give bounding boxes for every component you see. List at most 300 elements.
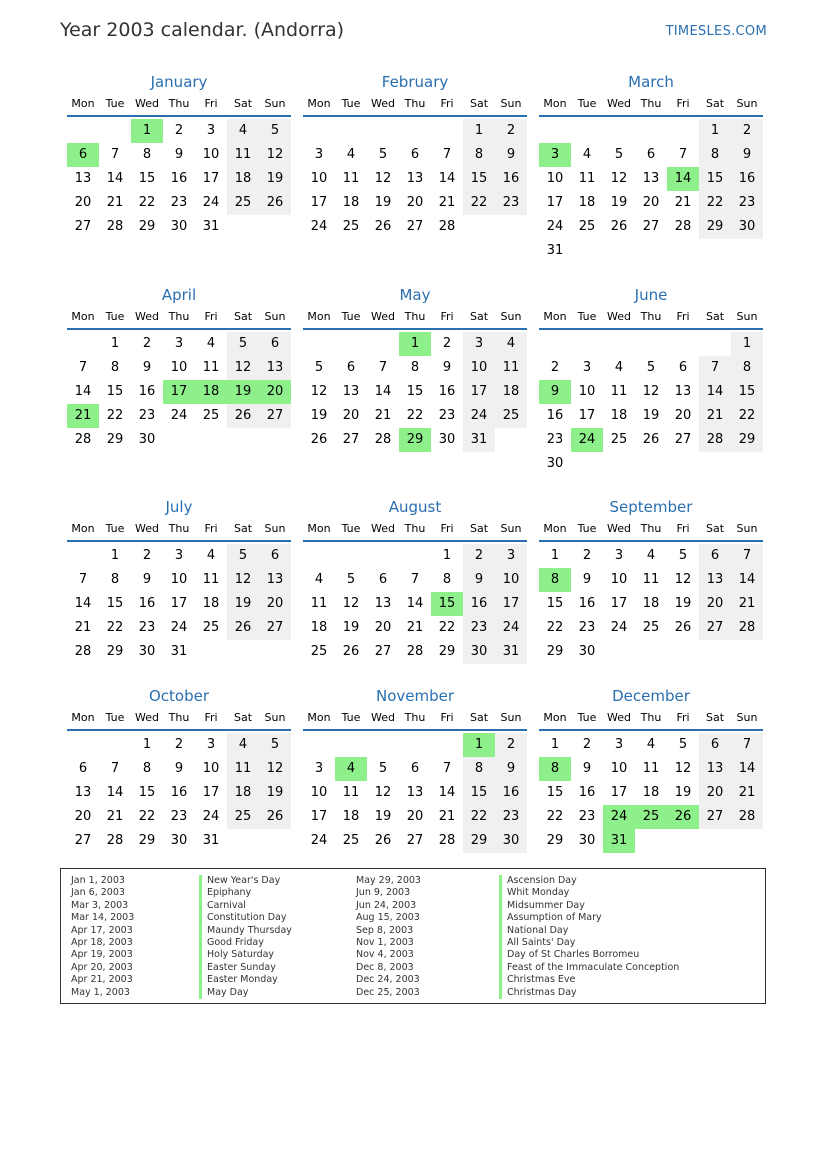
month-december — [539, 685, 763, 853]
holiday-day-cell: 1 — [463, 733, 495, 757]
empty-cell — [399, 733, 431, 757]
weekday-label: Thu — [168, 310, 190, 323]
day-cell: 25 — [578, 219, 596, 234]
day-cell: 18 — [342, 809, 360, 824]
day-cell: 18 — [342, 195, 360, 210]
day-cell: 21 — [731, 592, 763, 616]
day-cell: 30 — [578, 833, 596, 848]
day-cell: 18 — [642, 596, 660, 611]
weekday-label: Tue — [577, 522, 597, 535]
day-cell: 9 — [174, 761, 184, 776]
weekday-label: Sun — [736, 97, 758, 110]
day-cell: 15 — [546, 596, 564, 611]
weekday-label: Wed — [135, 711, 159, 724]
day-cell: 1 — [731, 332, 763, 356]
month-november — [303, 685, 527, 853]
weekday-header — [303, 518, 527, 542]
day-cell: 24 — [202, 195, 220, 210]
day-cell: 19 — [642, 408, 660, 423]
day-cell: 8 — [463, 143, 495, 167]
day-cell: 2 — [550, 360, 560, 375]
day-cell: 17 — [610, 596, 628, 611]
day-cell: 17 — [310, 809, 328, 824]
day-cell: 5 — [646, 360, 656, 375]
day-cell: 14 — [699, 380, 731, 404]
day-cell: 25 — [227, 805, 259, 829]
day-cell: 18 — [202, 596, 220, 611]
empty-cell — [367, 119, 399, 143]
weekday-label: Sat — [705, 310, 725, 323]
day-cell: 1 — [110, 548, 120, 563]
day-cell: 30 — [731, 215, 763, 239]
day-cell: 21 — [406, 620, 424, 635]
day-cell: 21 — [674, 195, 692, 210]
weekday-label: Tue — [105, 97, 125, 110]
holiday-date: Dec 24, 2003 — [356, 974, 420, 986]
holiday-day-cell: 24 — [603, 805, 635, 829]
holiday-date: Apr 18, 2003 — [71, 936, 133, 948]
holiday-date: Jan 1, 2003 — [71, 875, 125, 886]
day-cell: 29 — [138, 833, 156, 848]
weekday-label: Fri — [676, 97, 690, 110]
day-cell: 14 — [406, 596, 424, 611]
holiday-date: Jun 24, 2003 — [356, 899, 417, 911]
day-cell: 26 — [374, 833, 392, 848]
weekday-label: Wed — [607, 711, 631, 724]
weekday-header — [67, 93, 291, 117]
day-cell: 2 — [442, 336, 452, 351]
weekday-label: Thu — [404, 97, 426, 110]
day-cell: 25 — [642, 620, 660, 635]
weekday-label: Wed — [135, 522, 159, 535]
day-cell: 10 — [463, 356, 495, 380]
weekday-label: Sat — [705, 97, 725, 110]
weekday-label: Fri — [440, 711, 454, 724]
weekday-label: Mon — [71, 522, 95, 535]
day-cell: 12 — [259, 757, 291, 781]
day-cell: 9 — [731, 143, 763, 167]
month-may — [303, 284, 527, 452]
day-cell: 1 — [442, 548, 452, 563]
day-cell: 30 — [138, 644, 156, 659]
day-cell: 18 — [310, 620, 328, 635]
day-cell: 7 — [442, 147, 452, 162]
empty-cell — [635, 332, 667, 356]
weekday-label: Sat — [233, 97, 253, 110]
day-cell: 5 — [346, 572, 356, 587]
day-cell: 18 — [610, 408, 628, 423]
holiday-day-cell: 9 — [539, 380, 571, 404]
day-cell: 14 — [438, 171, 456, 186]
day-cell: 14 — [731, 568, 763, 592]
day-cell: 20 — [374, 620, 392, 635]
day-cell: 28 — [731, 805, 763, 829]
day-cell: 5 — [378, 147, 388, 162]
weekday-label: Thu — [640, 310, 662, 323]
empty-cell — [335, 544, 367, 568]
day-cell: 26 — [310, 432, 328, 447]
day-cell: 6 — [78, 761, 88, 776]
brand-logo-text[interactable]: TIMESLES.COM — [665, 24, 767, 39]
day-cell: 16 — [495, 781, 527, 805]
day-cell: 17 — [310, 195, 328, 210]
day-cell: 26 — [227, 404, 259, 428]
weekday-header — [539, 518, 763, 542]
day-cell: 11 — [202, 572, 220, 587]
day-cell: 12 — [674, 761, 692, 776]
day-cell: 24 — [202, 809, 220, 824]
day-cell: 10 — [546, 171, 564, 186]
empty-cell — [667, 119, 699, 143]
day-cell: 16 — [170, 171, 188, 186]
day-cell: 22 — [106, 620, 124, 635]
day-cell: 12 — [642, 384, 660, 399]
day-cell: 14 — [74, 384, 92, 399]
weekday-label: Wed — [371, 97, 395, 110]
day-cell: 31 — [202, 219, 220, 234]
day-cell: 3 — [614, 737, 624, 752]
month-september — [539, 496, 763, 664]
weekday-header — [303, 93, 527, 117]
day-cell: 29 — [106, 432, 124, 447]
day-cell: 14 — [106, 171, 124, 186]
weekday-label: Sat — [233, 310, 253, 323]
day-cell: 16 — [170, 785, 188, 800]
day-cell: 10 — [578, 384, 596, 399]
day-cell: 29 — [106, 644, 124, 659]
day-cell: 4 — [227, 733, 259, 757]
day-cell: 16 — [546, 408, 564, 423]
day-cell: 20 — [699, 592, 731, 616]
empty-cell — [99, 733, 131, 757]
month-october — [67, 685, 291, 853]
holiday-name: All Saints' Day — [499, 937, 679, 949]
day-grid — [539, 117, 763, 263]
day-cell: 22 — [106, 408, 124, 423]
day-cell: 12 — [674, 572, 692, 587]
day-cell: 10 — [610, 572, 628, 587]
day-cell: 8 — [142, 147, 152, 162]
holiday-day-cell: 21 — [67, 404, 99, 428]
day-cell: 27 — [642, 219, 660, 234]
weekday-label: Sun — [264, 522, 286, 535]
day-cell: 28 — [106, 219, 124, 234]
holiday-name: Whit Monday — [499, 887, 679, 899]
day-cell: 10 — [310, 785, 328, 800]
day-cell: 15 — [699, 167, 731, 191]
weekday-label: Fri — [440, 522, 454, 535]
day-cell: 4 — [314, 572, 324, 587]
day-cell: 7 — [699, 356, 731, 380]
holiday-date: Dec 25, 2003 — [356, 986, 420, 998]
day-cell: 28 — [374, 432, 392, 447]
empty-cell — [699, 332, 731, 356]
day-cell: 2 — [495, 119, 527, 143]
day-cell: 10 — [202, 761, 220, 776]
weekday-label: Sat — [469, 310, 489, 323]
day-cell: 5 — [259, 119, 291, 143]
day-cell: 25 — [310, 644, 328, 659]
day-cell: 26 — [610, 219, 628, 234]
empty-cell — [399, 119, 431, 143]
day-cell: 7 — [378, 360, 388, 375]
weekday-label: Sun — [264, 97, 286, 110]
weekday-label: Thu — [168, 97, 190, 110]
day-cell: 13 — [74, 785, 92, 800]
day-cell: 8 — [442, 572, 452, 587]
day-cell: 21 — [374, 408, 392, 423]
day-cell: 20 — [74, 195, 92, 210]
holiday-day-cell: 4 — [335, 757, 367, 781]
day-cell: 7 — [110, 147, 120, 162]
day-cell: 24 — [495, 616, 527, 640]
day-cell: 3 — [174, 336, 184, 351]
holiday-date: Jun 9, 2003 — [356, 887, 411, 899]
day-cell: 11 — [495, 356, 527, 380]
day-cell: 4 — [646, 737, 656, 752]
day-cell: 28 — [438, 219, 456, 234]
day-cell: 25 — [610, 432, 628, 447]
day-cell: 19 — [259, 781, 291, 805]
day-cell: 24 — [463, 404, 495, 428]
day-cell: 20 — [674, 408, 692, 423]
day-cell: 26 — [342, 644, 360, 659]
day-cell: 21 — [438, 809, 456, 824]
day-cell: 10 — [170, 572, 188, 587]
weekday-label: Fri — [676, 711, 690, 724]
month-february — [303, 71, 527, 239]
empty-cell — [335, 332, 367, 356]
day-cell: 13 — [259, 356, 291, 380]
month-name: January — [150, 73, 208, 91]
day-cell: 19 — [674, 785, 692, 800]
day-cell: 2 — [463, 544, 495, 568]
day-cell: 9 — [442, 360, 452, 375]
day-cell: 24 — [170, 620, 188, 635]
day-cell: 8 — [699, 143, 731, 167]
holiday-day-cell: 29 — [399, 428, 431, 452]
day-cell: 31 — [546, 243, 564, 258]
holiday-date: Mar 14, 2003 — [71, 912, 135, 924]
holiday-name: Good Friday — [199, 937, 292, 949]
day-cell: 26 — [642, 432, 660, 447]
weekday-label: Wed — [607, 97, 631, 110]
day-cell: 29 — [138, 219, 156, 234]
day-cell: 2 — [731, 119, 763, 143]
day-cell: 22 — [546, 620, 564, 635]
holiday-date: May 1, 2003 — [71, 986, 130, 998]
holiday-name: Easter Monday — [199, 974, 292, 986]
weekday-label: Sat — [705, 711, 725, 724]
holiday-name: National Day — [499, 925, 679, 937]
day-cell: 26 — [259, 191, 291, 215]
day-cell: 1 — [550, 737, 560, 752]
weekday-label: Fri — [204, 711, 218, 724]
empty-cell — [303, 733, 335, 757]
weekday-label: Mon — [307, 97, 331, 110]
weekday-label: Thu — [404, 522, 426, 535]
day-cell: 25 — [495, 404, 527, 428]
day-cell: 6 — [678, 360, 688, 375]
day-cell: 18 — [578, 195, 596, 210]
empty-cell — [571, 332, 603, 356]
day-cell: 21 — [699, 404, 731, 428]
weekday-label: Sun — [500, 711, 522, 724]
holiday-date: Dec 8, 2003 — [356, 961, 414, 973]
holiday-date: Apr 17, 2003 — [71, 924, 133, 936]
day-cell: 15 — [731, 380, 763, 404]
day-cell: 25 — [202, 620, 220, 635]
day-cell: 20 — [642, 195, 660, 210]
day-cell: 29 — [546, 833, 564, 848]
day-cell: 13 — [259, 568, 291, 592]
day-cell: 15 — [463, 781, 495, 805]
day-cell: 2 — [174, 737, 184, 752]
day-cell: 28 — [74, 432, 92, 447]
day-cell: 9 — [142, 360, 152, 375]
day-cell: 10 — [202, 147, 220, 162]
day-cell: 7 — [442, 761, 452, 776]
day-cell: 20 — [74, 809, 92, 824]
weekday-label: Tue — [341, 97, 361, 110]
day-cell: 25 — [227, 191, 259, 215]
day-cell: 6 — [699, 733, 731, 757]
day-cell: 23 — [731, 191, 763, 215]
day-cell: 27 — [374, 644, 392, 659]
day-cell: 28 — [731, 616, 763, 640]
day-cell: 11 — [642, 572, 660, 587]
day-cell: 5 — [227, 332, 259, 356]
holiday-name: Epiphany — [199, 887, 292, 899]
day-cell: 28 — [699, 428, 731, 452]
day-cell: 27 — [259, 616, 291, 640]
weekday-label: Wed — [371, 522, 395, 535]
weekday-label: Mon — [307, 522, 331, 535]
weekday-label: Thu — [168, 522, 190, 535]
day-cell: 29 — [438, 644, 456, 659]
day-cell: 19 — [610, 195, 628, 210]
holiday-name: Assumption of Mary — [499, 912, 679, 924]
empty-cell — [303, 332, 335, 356]
day-cell: 28 — [674, 219, 692, 234]
holiday-date: Apr 20, 2003 — [71, 961, 133, 973]
holiday-day-cell: 17 — [163, 380, 195, 404]
day-cell: 26 — [259, 805, 291, 829]
day-cell: 20 — [406, 195, 424, 210]
day-cell: 3 — [614, 548, 624, 563]
day-cell: 13 — [342, 384, 360, 399]
day-cell: 31 — [495, 640, 527, 664]
month-name: October — [148, 687, 210, 705]
day-cell: 24 — [610, 620, 628, 635]
weekday-label: Mon — [543, 310, 567, 323]
holiday-name: May Day — [199, 987, 292, 999]
day-cell: 20 — [406, 809, 424, 824]
weekday-label: Fri — [440, 310, 454, 323]
month-march — [539, 71, 763, 263]
holiday-day-cell: 19 — [227, 380, 259, 404]
weekday-header — [539, 306, 763, 330]
weekday-label: Mon — [71, 97, 95, 110]
holiday-date: Sep 8, 2003 — [356, 924, 414, 936]
holiday-names-column-1 — [199, 875, 292, 999]
holiday-day-cell: 14 — [667, 167, 699, 191]
day-cell: 27 — [74, 833, 92, 848]
day-cell: 26 — [374, 219, 392, 234]
day-cell: 7 — [731, 733, 763, 757]
empty-cell — [303, 544, 335, 568]
holiday-name: Maundy Thursday — [199, 925, 292, 937]
day-cell: 5 — [678, 737, 688, 752]
day-cell: 30 — [138, 432, 156, 447]
day-cell: 29 — [699, 215, 731, 239]
day-cell: 22 — [463, 191, 495, 215]
empty-cell — [571, 119, 603, 143]
day-cell: 12 — [227, 568, 259, 592]
day-cell: 3 — [582, 360, 592, 375]
day-cell: 11 — [642, 761, 660, 776]
day-cell: 21 — [438, 195, 456, 210]
day-cell: 22 — [731, 404, 763, 428]
day-cell: 6 — [646, 147, 656, 162]
weekday-label: Wed — [371, 310, 395, 323]
day-cell: 5 — [259, 733, 291, 757]
day-cell: 29 — [731, 428, 763, 452]
day-cell: 7 — [110, 761, 120, 776]
day-cell: 11 — [342, 785, 360, 800]
day-cell: 17 — [463, 380, 495, 404]
empty-cell — [67, 544, 99, 568]
weekday-label: Wed — [607, 522, 631, 535]
day-cell: 31 — [170, 644, 188, 659]
day-cell: 23 — [138, 620, 156, 635]
day-grid — [539, 731, 763, 853]
month-july — [67, 496, 291, 664]
day-cell: 12 — [227, 356, 259, 380]
weekday-label: Wed — [135, 310, 159, 323]
day-cell: 27 — [259, 404, 291, 428]
weekday-label: Mon — [543, 522, 567, 535]
day-cell: 19 — [342, 620, 360, 635]
empty-cell — [431, 119, 463, 143]
day-cell: 16 — [731, 167, 763, 191]
day-cell: 8 — [142, 761, 152, 776]
weekday-label: Fri — [676, 522, 690, 535]
day-cell: 3 — [174, 548, 184, 563]
day-cell: 27 — [699, 805, 731, 829]
day-cell: 6 — [410, 147, 420, 162]
day-cell: 17 — [202, 171, 220, 186]
day-cell: 22 — [138, 809, 156, 824]
empty-cell — [603, 119, 635, 143]
weekday-label: Mon — [543, 711, 567, 724]
day-cell: 23 — [463, 616, 495, 640]
day-grid — [303, 330, 527, 452]
weekday-label: Sun — [500, 522, 522, 535]
empty-cell — [431, 733, 463, 757]
day-cell: 13 — [699, 568, 731, 592]
month-name: August — [388, 498, 442, 516]
day-cell: 9 — [582, 572, 592, 587]
day-cell: 13 — [406, 785, 424, 800]
day-grid — [67, 731, 291, 853]
day-cell: 25 — [202, 408, 220, 423]
day-cell: 23 — [495, 191, 527, 215]
day-cell: 6 — [346, 360, 356, 375]
weekday-label: Tue — [105, 310, 125, 323]
page-title: Year 2003 calendar. (Andorra) — [60, 19, 345, 41]
day-cell: 22 — [438, 620, 456, 635]
